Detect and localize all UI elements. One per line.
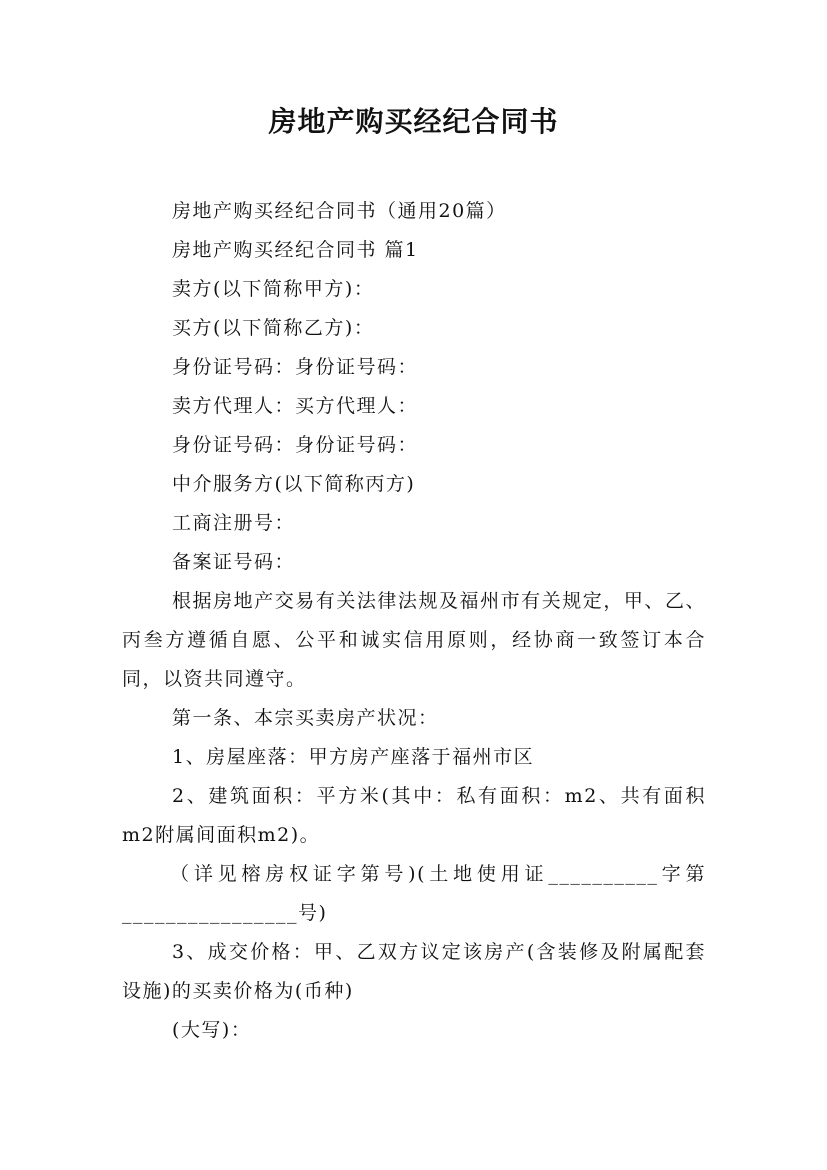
paragraph-location: 1、房屋座落：甲方房产座落于福州市区 bbox=[172, 746, 535, 768]
paragraph-price: 3、成交价格：甲、乙双方议定该房产(含装修及附属配套设施)的买卖价格为(币种) bbox=[122, 941, 706, 1002]
paragraph-floor-area: 2、建筑面积：平方米(其中：私有面积：m2、共有面积m2附属间面积m2)。 bbox=[122, 785, 706, 846]
document-title: 房地产购买经纪合同书 bbox=[268, 105, 559, 138]
paragraph-section-heading: 房地产购买经纪合同书 篇1 bbox=[172, 239, 419, 261]
paragraph-subtitle: 房地产购买经纪合同书（通用20篇） bbox=[172, 200, 507, 222]
paragraph-certificates: （详见榕房权证字第号)(土地使用证__________字第________________号) bbox=[122, 863, 706, 924]
paragraph-business-registration: 工商注册号： bbox=[172, 512, 296, 534]
paragraph-article-one: 第一条、本宗买卖房产状况： bbox=[172, 707, 439, 729]
paragraph-preamble: 根据房地产交易有关法律法规及福州市有关规定，甲、乙、丙叁方遵循自愿、公平和诚实信用原则，经协商一致签订本合同，以资共同遵守。 bbox=[122, 590, 706, 690]
paragraph-intermediary: 中介服务方(以下简称丙方) bbox=[172, 473, 416, 495]
paragraph-buyer: 买方(以下简称乙方)： bbox=[172, 317, 375, 339]
paragraph-agent-id-numbers: 身份证号码：身份证号码： bbox=[172, 434, 419, 456]
document-body bbox=[122, 192, 706, 1050]
paragraph-seller: 卖方(以下简称甲方)： bbox=[172, 278, 375, 300]
paragraph-agents: 卖方代理人：买方代理人： bbox=[172, 395, 419, 417]
paragraph-filing-number: 备案证号码： bbox=[172, 551, 296, 573]
paragraph-amount-in-words: (大写)： bbox=[172, 1019, 252, 1041]
paragraph-id-numbers: 身份证号码：身份证号码： bbox=[172, 356, 419, 378]
